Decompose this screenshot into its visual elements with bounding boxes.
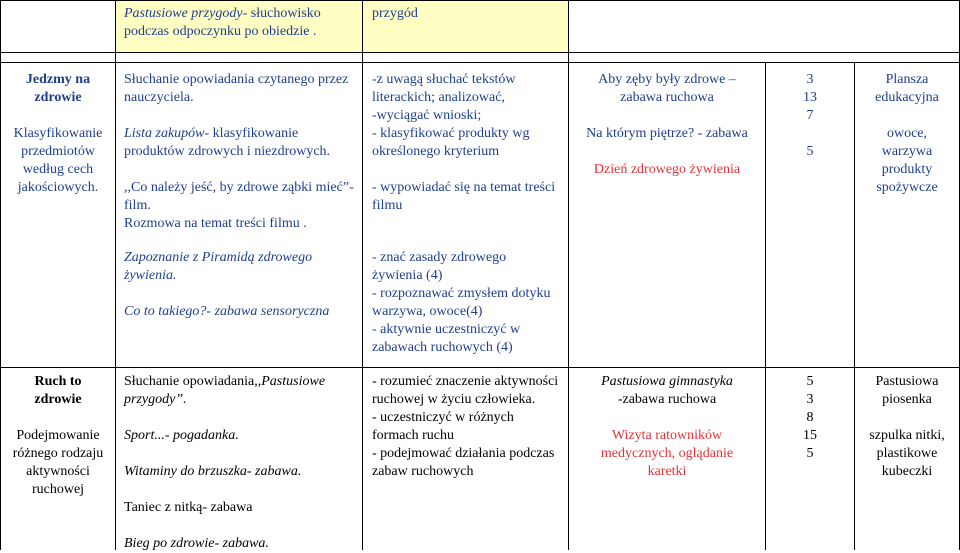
activity-item: Bieg po zdrowie- zabawa. [124,536,269,551]
activities-cell-2 [124,373,358,553]
material-item: Pastusiowa piosenka [875,374,939,407]
goals-cell-1 [372,71,562,215]
activity-item: Taniec z nitką- zabawa [124,500,253,515]
theme-cell-1 [1,71,115,197]
theme-line: według cech [22,162,94,177]
form-item-highlight: Dzień zdrowego żywienia [593,162,741,177]
number-item: 13 [803,90,817,105]
activity-item-italic: Pastusiowe przygody”. [124,374,326,407]
top-activity-rest: - słuchowisko podczas odpoczynku po obiedzie . [124,6,321,39]
goal-item: - uczestniczyć w różnych formach ruchu [372,410,514,443]
number-item: 3 [806,72,814,87]
row-divider-1 [0,52,960,53]
goal-item: - podejmować działania podczas zabaw ruchowych [372,446,555,479]
row-divider-2 [0,62,960,63]
activity-item: Słuchanie opowiadania czytanego przez nauczyciela. [124,72,349,105]
theme-cell-2 [1,373,115,499]
activity-item: Witaminy do brzuszka- zabawa. [124,464,302,479]
goals-cell-1b [372,249,562,357]
theme-line: Podejmowanie [16,428,100,443]
activity-item-italic: Lista zakupów [124,126,205,141]
forms-cell-1 [572,71,762,179]
number-item: 7 [806,108,814,123]
theme-line: przedmiotów [21,144,95,159]
goal-item: - wypowiadać się na temat treści filmu [372,180,556,213]
material-item: owoce, warzywa produkty spożywcze [876,126,938,195]
activities-cell-1 [124,71,358,233]
activity-item: Co to takiego?- zabawa sensoryczna [124,304,330,319]
number-item: 3 [806,392,814,407]
materials-cell-1 [858,71,956,197]
form-item: Na którym piętrze? - zabawa [586,126,748,141]
col-line-1 [115,0,116,550]
activity-item-normal: Słuchanie opowiadania,, [124,374,262,389]
goal-item: - rozpoznawać zmysłem dotyku warzywa, owoce(4) [372,286,551,319]
activity-item [124,373,358,409]
theme-line: ruchowej [31,482,85,497]
activity-item [124,125,358,161]
number-item: 5 [806,446,814,461]
forms-cell-2 [572,373,762,481]
numbers-cell-2 [766,373,854,463]
form-item-highlight: Wizyta ratowników medycznych, oglądanie karetki [600,428,734,479]
activity-item-rest: - klasyfikowanie produktów zdrowych i niezdrowych. [124,126,331,159]
theme-title-2: Ruch to zdrowie [34,374,82,407]
col-line-3 [568,0,569,550]
theme-line: jakościowych. [17,180,99,195]
row-divider-3 [0,367,960,368]
activity-item: ,,Co należy jeść, by zdrowe ząbki mieć”- film. [124,180,354,213]
goal-item: -wyciągać wnioski; [372,108,482,123]
goal-item: - aktywnie uczestniczyć w zabawach ruchowych (4) [372,322,521,355]
top-activity-title: Pastusiowe przygody [124,6,243,21]
number-item: 5 [806,374,814,389]
form-item: Aby zęby były zdrowe – zabawa ruchowa [598,72,736,105]
materials-cell-2 [858,373,956,481]
activities-cell-1b [124,249,358,321]
activity-item: Zapoznanie z Piramidą zdrowego żywienia. [124,250,313,283]
top-goal: przygód [372,6,418,21]
col-line-5 [854,62,855,550]
goal-item: - rozumieć znaczenie aktywności ruchowej w życiu człowieka. [372,374,559,407]
goal-item: -z uwagą słuchać tekstów literackich; analizować, [372,72,516,105]
theme-title-1: Jedzmy na zdrowie [25,72,91,105]
goal-item: - znać zasady zdrowego żywienia (4) [372,250,507,283]
number-item: 15 [803,428,817,443]
numbers-cell-1 [766,71,854,161]
theme-line: Klasyfikowanie [13,126,103,141]
activity-item: Sport...- pogadanka. [124,428,239,443]
theme-line: różnego rodzaju [12,446,104,461]
form-item: Pastusiowa gimnastyka [601,374,733,389]
goal-item: - klasyfikować produkty wg określonego kryterium [372,126,530,159]
number-item: 8 [806,410,814,425]
form-item: -zabawa ruchowa [617,392,717,407]
material-item: szpulka nitki, plastikowe kubeczki [869,428,945,479]
goals-cell-2 [372,373,562,481]
col-line-2 [362,0,363,550]
top-goal-text [372,5,562,23]
activity-item: Rozmowa na temat treści filmu . [124,216,307,231]
number-item: 5 [806,144,814,159]
top-activity-text [124,5,358,41]
theme-line: aktywności [26,464,90,479]
material-item: Plansza edukacyjna [875,72,939,105]
